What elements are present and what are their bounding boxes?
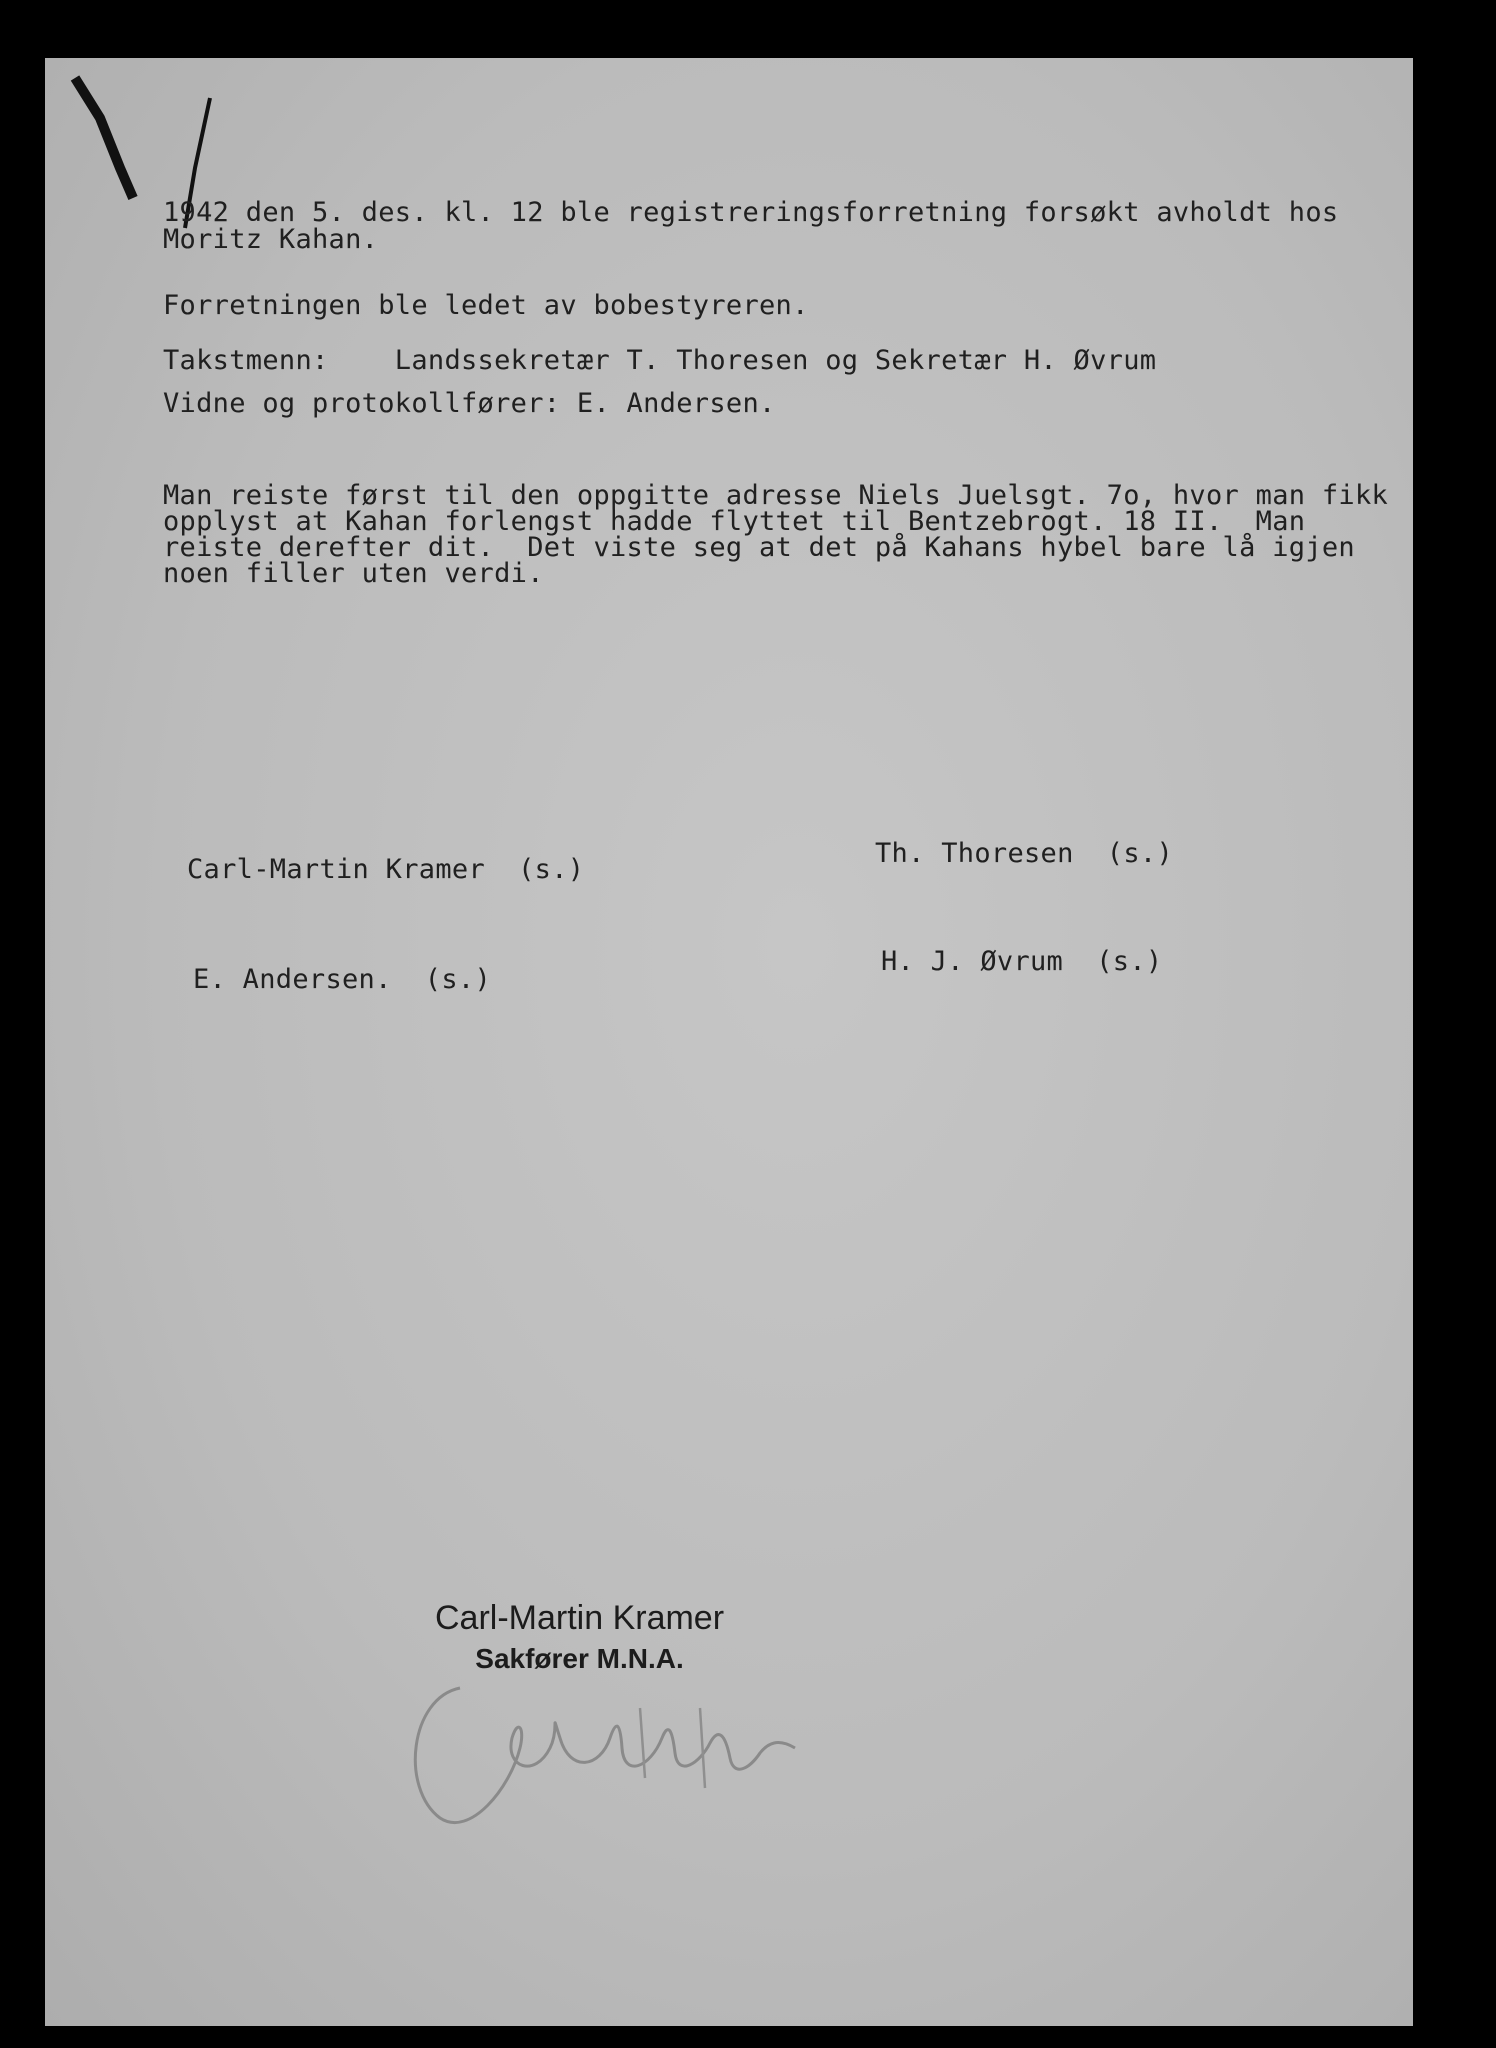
signature-thoresen: Th. Thoresen (s.) [875, 838, 1173, 869]
signature-ovrum: H. J. Øvrum (s.) [881, 946, 1163, 977]
document-sheet [45, 58, 1413, 2026]
body-line-4: noen filler uten verdi. [163, 558, 544, 589]
intro-line-1: 1942 den 5. des. kl. 12 ble registreringsforretning forsøkt avholdt hos [163, 197, 1339, 228]
signature-kramer: Carl-Martin Kramer (s.) [187, 854, 585, 885]
body-line-3: reiste derefter dit. Det viste seg at det på Kahans hybel bare lå igjen [163, 532, 1355, 563]
stamp-name: Carl-Martin Kramer [435, 1599, 725, 1637]
witness-line: Vidne og protokollfører: E. Andersen. [163, 388, 776, 419]
lawyer-stamp [435, 1598, 724, 1676]
signature-stroke-extra [640, 1708, 705, 1788]
led-by-line: Forretningen ble ledet av bobestyreren. [163, 290, 809, 321]
body-line-1: Man reiste først til den oppgitte adresse Niels Juelsgt. 7o, hvor man fikk [163, 480, 1389, 511]
signature-stroke [415, 1688, 795, 1823]
appraisers-line: Takstmenn: Landssekretær T. Thoresen og Sekretær H. Øvrum [163, 345, 1157, 376]
corner-ink-stroke [75, 78, 133, 198]
stamp-title: Sakfører M.N.A. [475, 1643, 684, 1674]
signature-andersen: E. Andersen. (s.) [193, 964, 491, 995]
body-line-2: opplyst at Kahan forlengst hadde flyttet til Bentzebrogt. 18 II. Man [163, 506, 1306, 537]
intro-line-2: Moritz Kahan. [163, 224, 379, 255]
handwritten-signature [400, 1668, 820, 1838]
